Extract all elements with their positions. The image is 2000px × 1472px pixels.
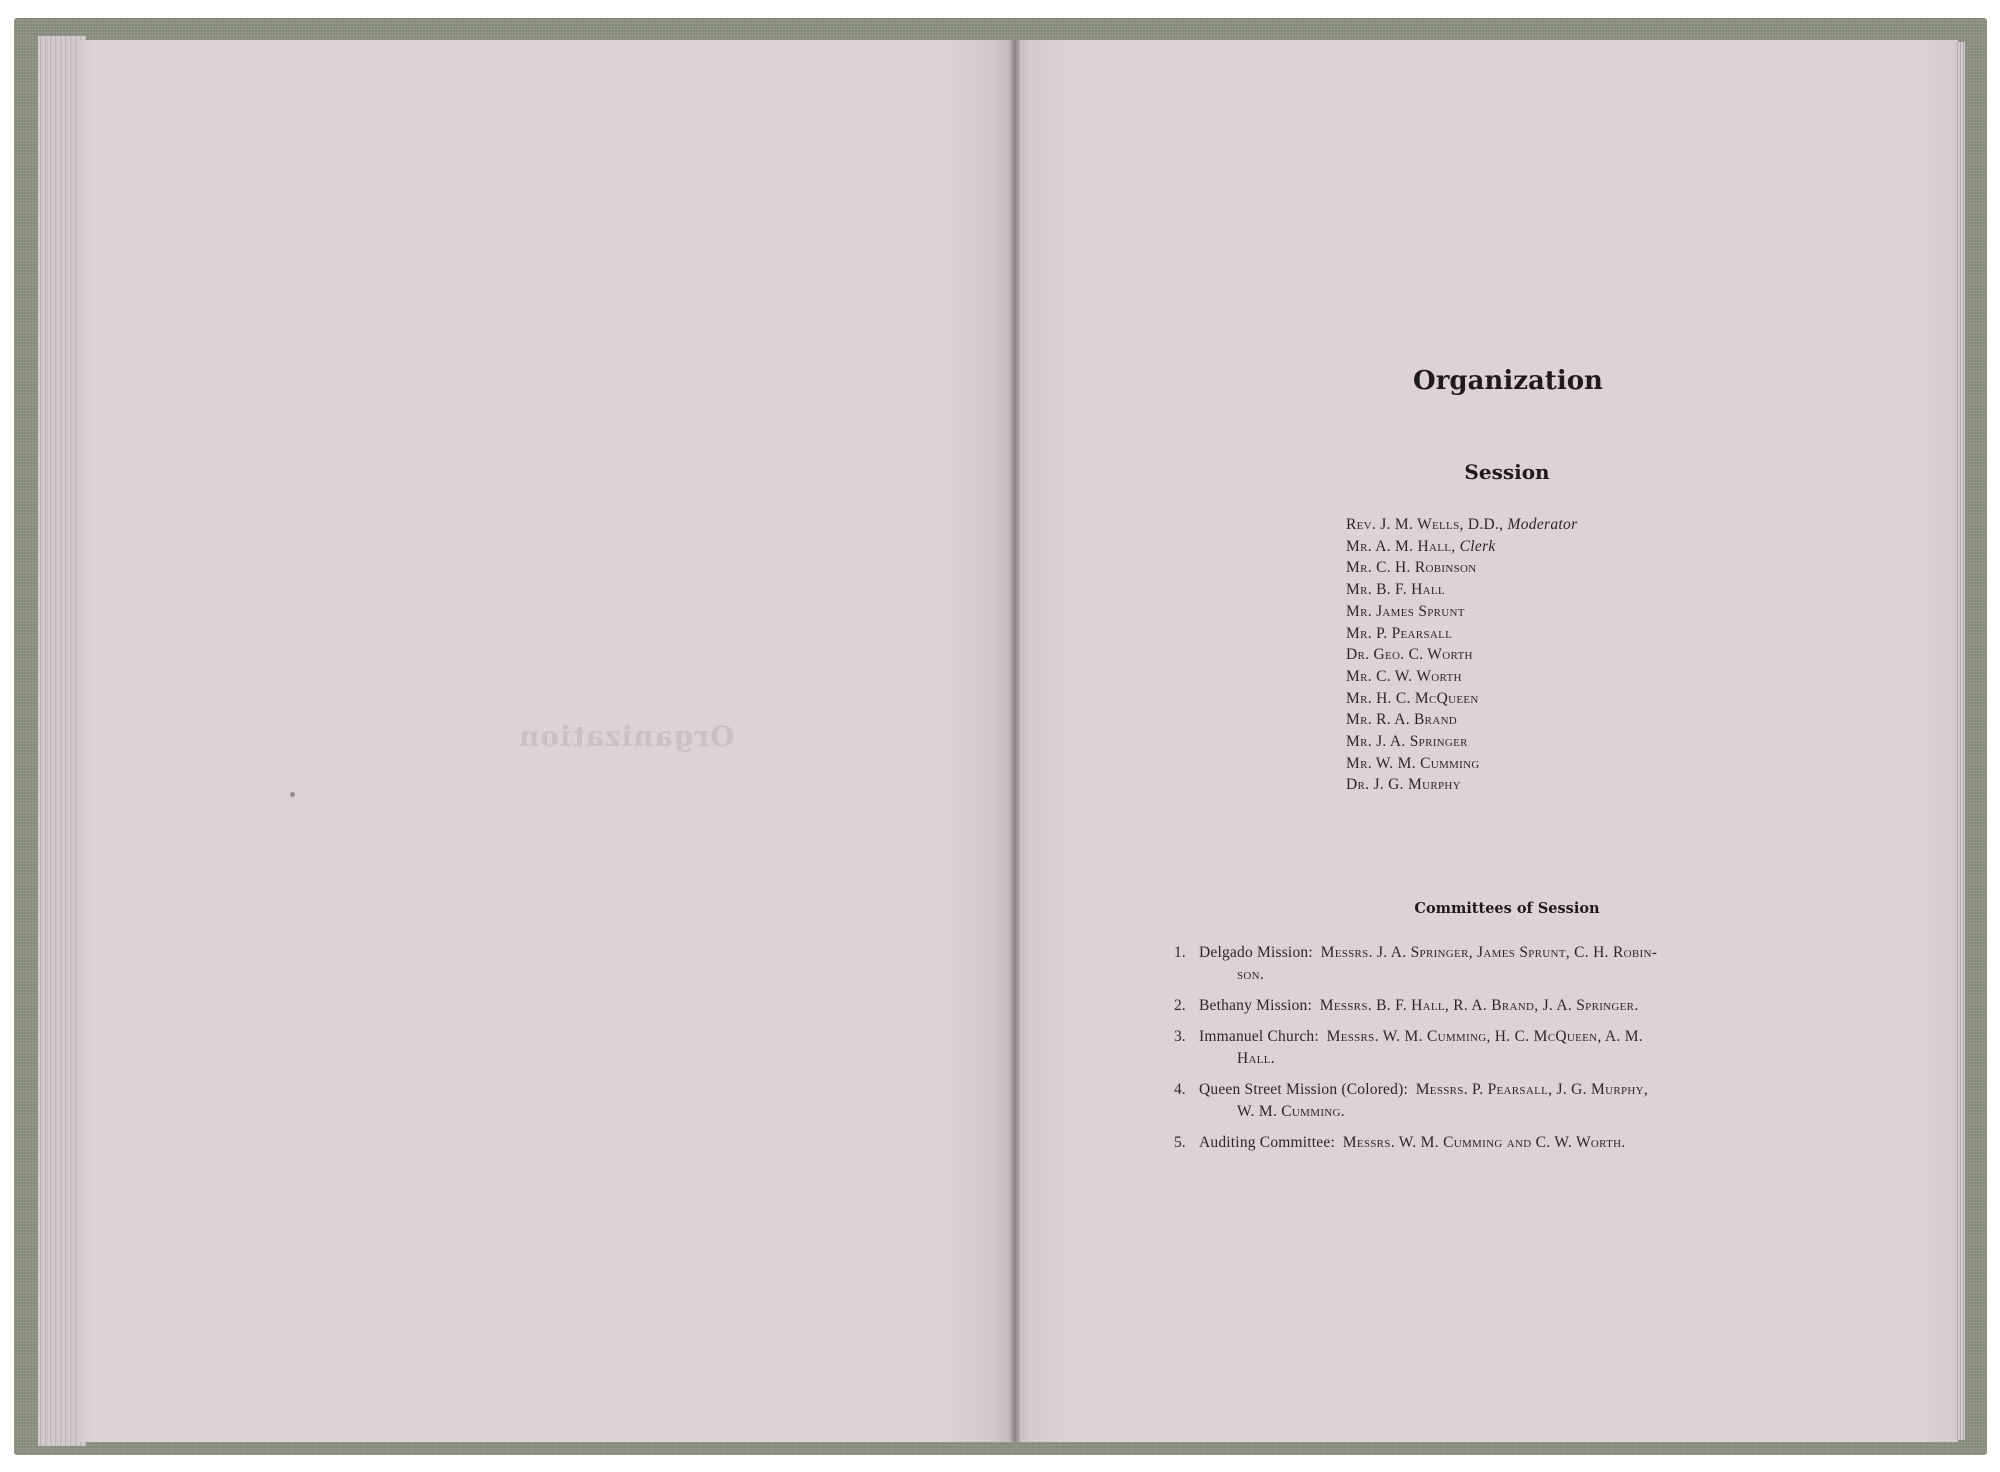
- session-member: [1346, 601, 1577, 623]
- committee-members: Messrs. W. M. Cumming, H. C. McQueen, A. M.: [1326, 1028, 1643, 1045]
- member-role: Clerk: [1459, 537, 1496, 555]
- left-page: [78, 40, 1014, 1442]
- committee-members: Messrs. J. A. Springer, James Sprunt, C. H. Robin-: [1320, 944, 1658, 961]
- session-member: [1346, 731, 1577, 753]
- member-name: Mr. H. C. McQueen: [1346, 689, 1479, 707]
- committee-name: Auditing Committee:: [1199, 1134, 1335, 1151]
- member-name: Mr. P. Pearsall: [1346, 624, 1453, 642]
- session-member: [1346, 514, 1577, 536]
- committee-number: 5.: [1174, 1134, 1186, 1151]
- committee-item: [1156, 1026, 1786, 1070]
- member-name: Mr. W. M. Cumming: [1346, 754, 1480, 772]
- session-member: [1346, 536, 1577, 558]
- committee-members: Messrs. P. Pearsall, J. G. Murphy,: [1415, 1081, 1649, 1098]
- member-name: Mr. J. A. Springer: [1346, 733, 1468, 751]
- member-name: Mr. B. F. Hall: [1346, 581, 1445, 599]
- session-member: [1346, 774, 1577, 796]
- page-title: Organization: [1413, 366, 1603, 396]
- committee-list: [1156, 942, 1786, 1163]
- committee-item: [1156, 942, 1786, 986]
- session-member-list: [1346, 514, 1577, 796]
- session-member: [1346, 666, 1577, 688]
- committee-number: 2.: [1174, 997, 1186, 1014]
- member-name: Dr. J. G. Murphy: [1346, 776, 1461, 794]
- committee-name: Delgado Mission:: [1199, 944, 1313, 961]
- committee-number: 3.: [1174, 1028, 1186, 1045]
- committee-members-continued: Hall.: [1237, 1050, 1275, 1067]
- member-name: Rev. J. M. Wells, D.D.,: [1346, 516, 1504, 533]
- session-heading: Session: [1464, 460, 1550, 484]
- session-member: [1346, 644, 1577, 666]
- member-name: Mr. C. H. Robinson: [1346, 559, 1477, 577]
- committee-item: [1156, 1132, 1786, 1154]
- member-role: Moderator: [1507, 516, 1578, 533]
- committee-members: Messrs. W. M. Cumming and C. W. Worth.: [1342, 1134, 1626, 1151]
- committees-heading: Committees of Session: [1414, 900, 1600, 917]
- committee-item: [1156, 995, 1786, 1017]
- committee-members-continued: W. M. Cumming.: [1237, 1103, 1345, 1120]
- member-name: Mr. A. M. Hall,: [1346, 537, 1456, 555]
- committee-name: Immanuel Church:: [1199, 1028, 1319, 1045]
- session-member: [1346, 623, 1577, 645]
- show-through-title: Organization: [518, 720, 735, 753]
- committee-name: Queen Street Mission (Colored):: [1199, 1081, 1408, 1098]
- session-member: [1346, 688, 1577, 710]
- member-name: Mr. R. A. Brand: [1346, 711, 1458, 729]
- right-page-content: [1016, 40, 1958, 1442]
- committee-item: [1156, 1079, 1786, 1123]
- committee-name: Bethany Mission:: [1199, 997, 1312, 1014]
- member-name: Dr. Geo. C. Worth: [1346, 646, 1473, 664]
- committee-members-continued: son.: [1237, 966, 1265, 983]
- session-member: [1346, 753, 1577, 775]
- committee-number: 4.: [1174, 1081, 1186, 1098]
- session-member: [1346, 579, 1577, 601]
- committee-number: 1.: [1174, 944, 1186, 961]
- committee-members: Messrs. B. F. Hall, R. A. Brand, J. A. Springer.: [1319, 997, 1639, 1014]
- member-name: Mr. James Sprunt: [1346, 602, 1465, 620]
- member-name: Mr. C. W. Worth: [1346, 667, 1462, 685]
- paper-speck: [290, 792, 295, 797]
- session-member: [1346, 557, 1577, 579]
- session-member: [1346, 709, 1577, 731]
